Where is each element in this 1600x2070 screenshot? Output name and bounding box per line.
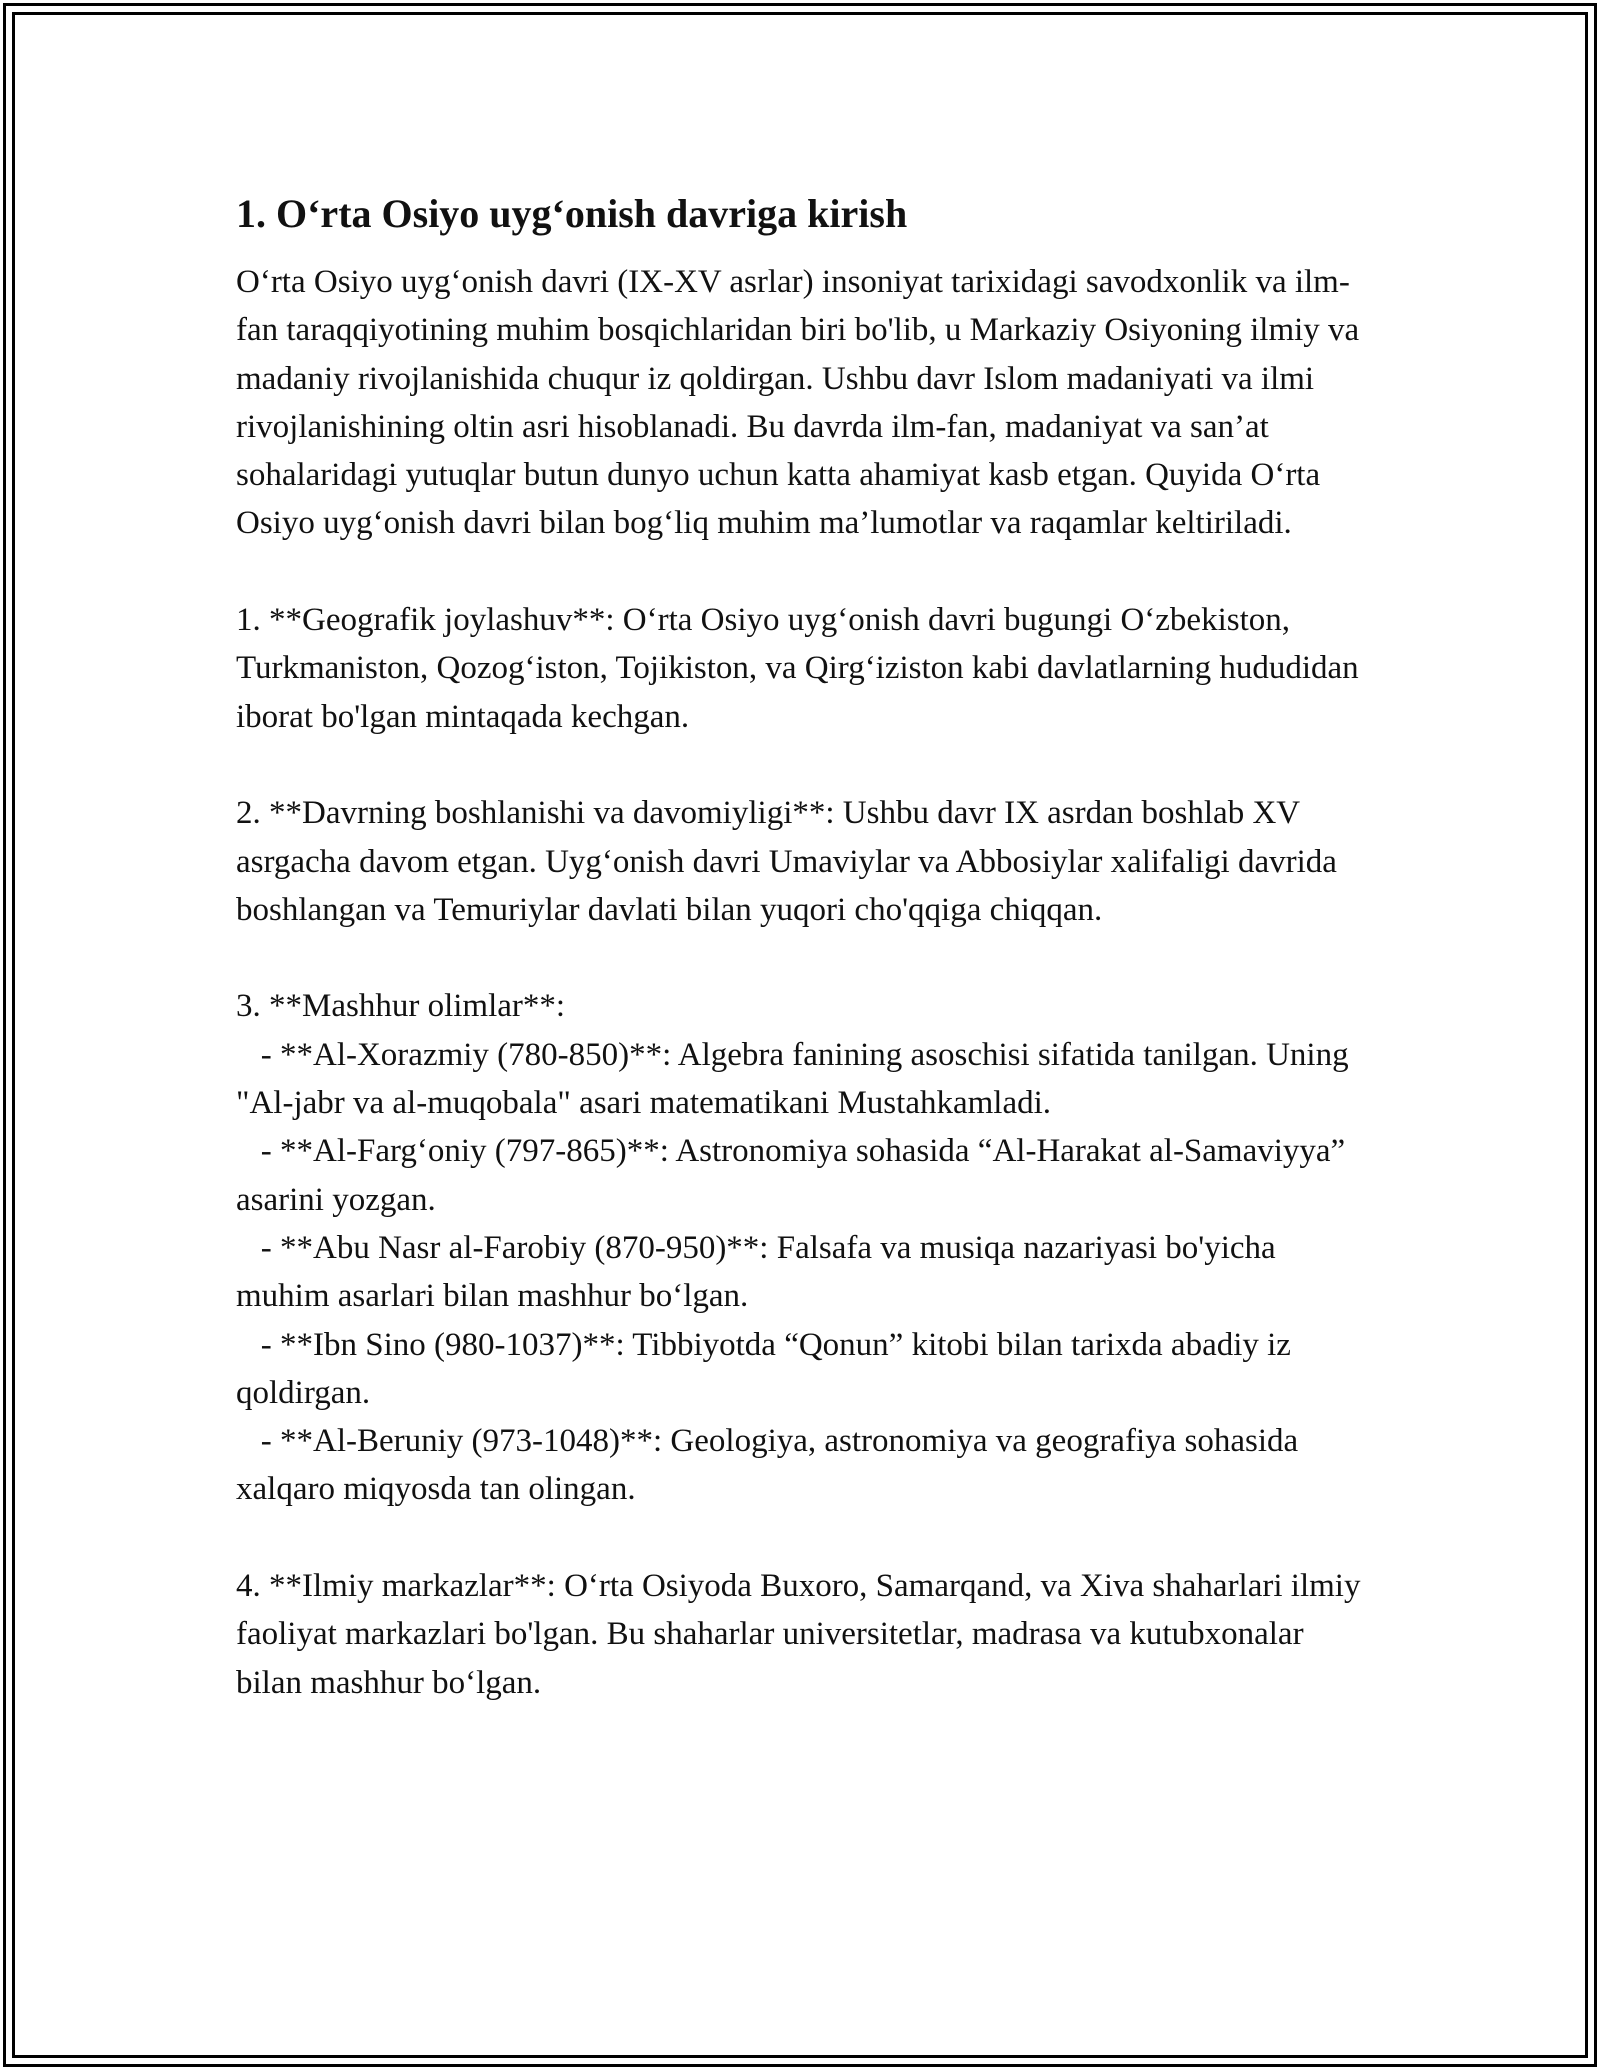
document-body xyxy=(236,186,1376,1707)
paragraph-gap xyxy=(236,741,1376,789)
centers-paragraph: 4. **Ilmiy markazlar**: O‘rta Osiyoda Buxoro, Samarqand, va Xiva shaharlari ilmiy faoliyat markazlari bo'lgan. Bu shaharlar universitetlar, madrasa va kutubxonalar bilan mashhur bo‘lgan. xyxy=(236,1568,1369,1701)
paragraph-gap xyxy=(236,1514,1376,1562)
paragraph-gap xyxy=(236,548,1376,596)
paragraph-gap xyxy=(236,934,1376,982)
scholars-paragraph: 3. **Mashhur olimlar**: - **Al-Xorazmiy (780-850)**: Algebra fanining asoschisi sifatida tanilgan. Uning "Al-jabr va al-muqobala" asari matematikani Mustahkamladi. - **Al-Farg‘oniy (797-865)**: Astronomiya sohasida “Al-Harakat al-Samaviyya” asarini yozgan. - **Abu Nasr al-Farobiy (870-950)**: Falsafa va musiqa nazariyasi bo'yicha muhim asarlari bilan mashhur bo‘lgan. - **Ibn Sino (980-1037)**: Tibbiyotda “Qonun” kitobi bilan tarixda abadiy iz qoldirgan. - **Al-Beruniy (973-1048)**: Geologiya, astronomiya va geografiya sohasida xalqaro miqyosda tan olingan. xyxy=(236,988,1349,1508)
intro-paragraph: O‘rta Osiyo uyg‘onish davri (IX-XV asrlar) insoniyat tarixidagi savodxonlik va ilm-fan taraqqiyotining muhim bosqichlaridan biri bo'lib, u Markaziy Osiyoning ilmiy va madaniy rivojlanishida chuqur iz qoldirgan. Ushbu davr Islom madaniyati va ilmi rivojlanishining oltin asri hisoblanadi. Bu davrda ilm-fan, madaniyat va san’at sohalaridagi yutuqlar butun dunyo uchun katta ahamiyat kasb etgan. Quyida O‘rta Osiyo uyg‘onish davri bilan bog‘liq muhim ma’lumotlar va raqamlar keltiriladi. xyxy=(236,264,1368,542)
geography-paragraph: 1. **Geografik joylashuv**: O‘rta Osiyo uyg‘onish davri bugungi O‘zbekiston, Turkmaniston, Qozog‘iston, Tojikiston, va Qirg‘iziston kabi davlatlarning hududidan iborat bo'lgan mintaqada kechgan. xyxy=(236,602,1367,735)
section-heading: 1. O‘rta Osiyo uyg‘onish davriga kirish xyxy=(236,191,908,236)
period-paragraph: 2. **Davrning boshlanishi va davomiyligi**: Ushbu davr IX asrdan boshlab XV asrgacha davom etgan. Uyg‘onish davri Umaviylar va Abbosiylar xalifaligi davrida boshlangan va Temuriylar davlati bilan yuqori cho'qqiga chiqqan. xyxy=(236,795,1346,928)
